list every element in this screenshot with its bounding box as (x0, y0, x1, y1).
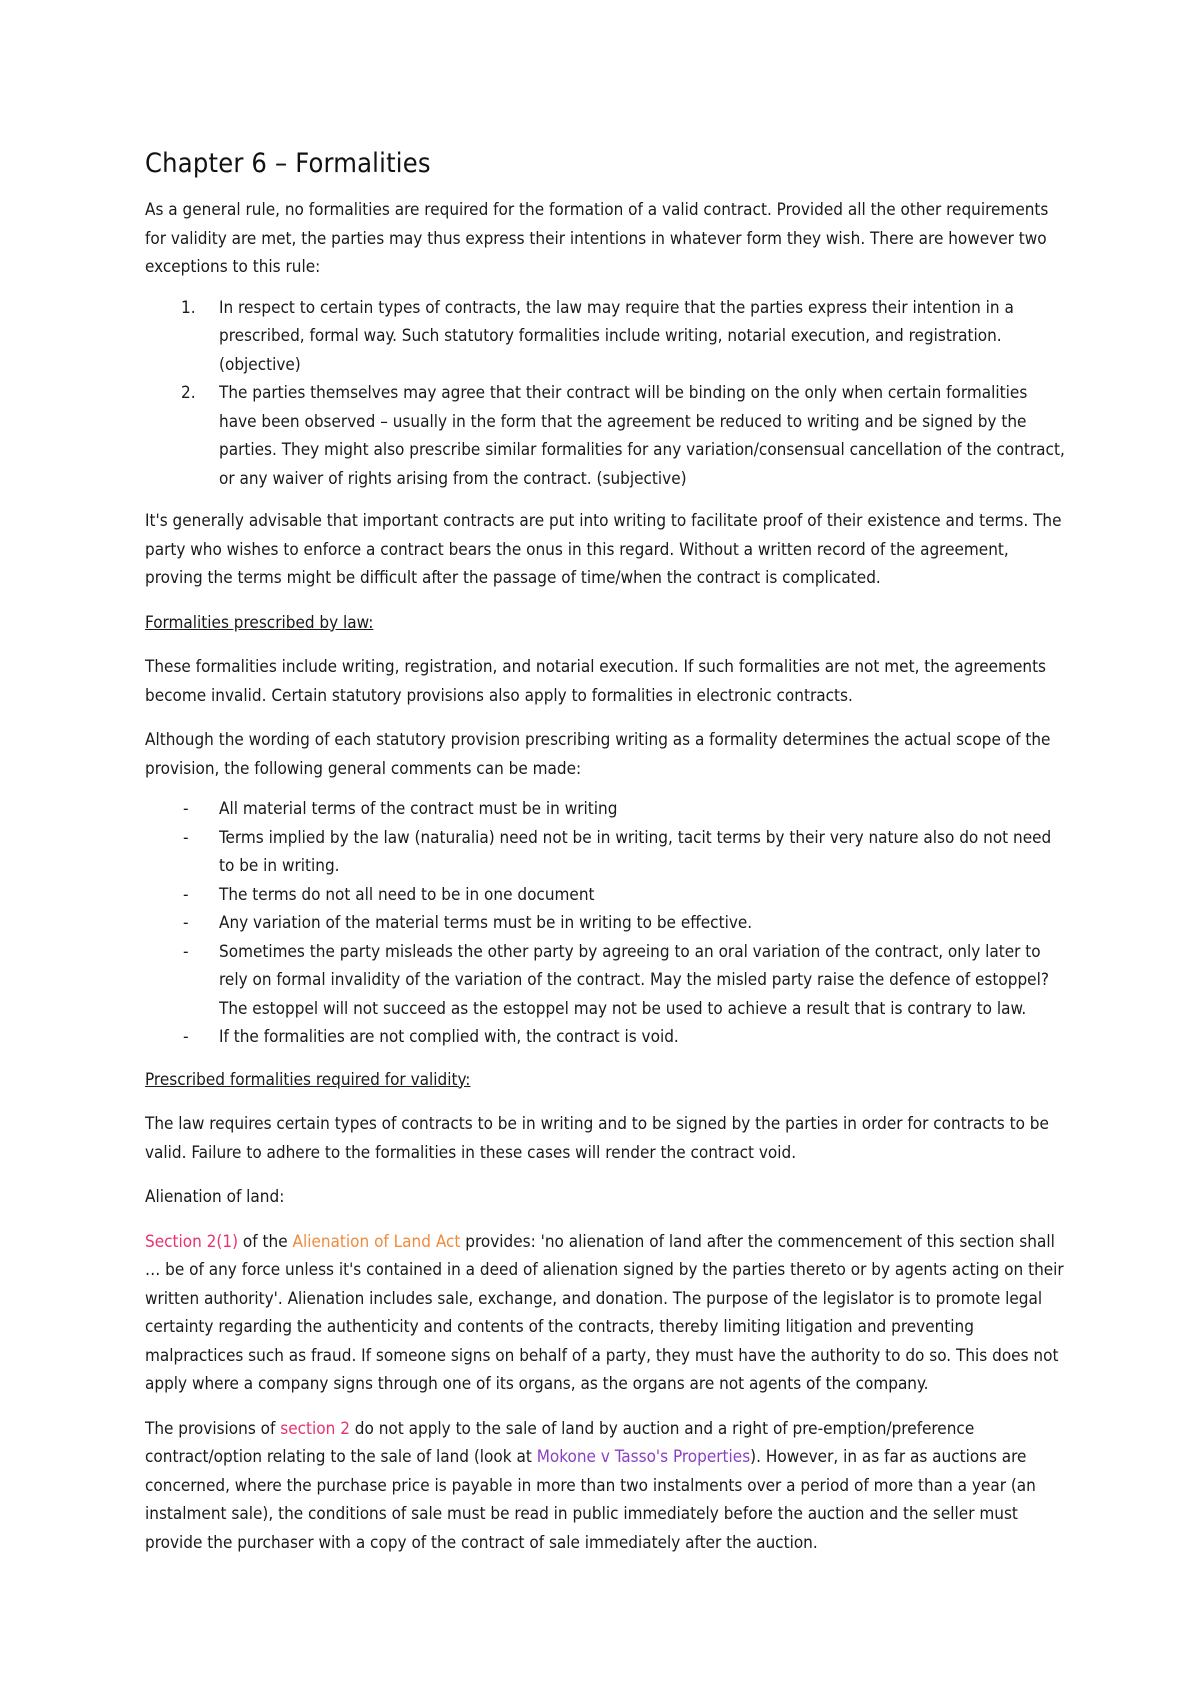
list-item (183, 938, 1066, 1024)
list-item-text: Terms implied by the law (naturalia) need not be in writing, tacit terms by their very nature also do not need to be in writing. (219, 827, 1052, 876)
dash-bullet: - (183, 799, 189, 819)
paragraph-text: provides: 'no alienation of land after the commencement of this section shall … be of any force unless it's contained in a deed of alienation signed by the parties thereto or by agents acting on their written authority'. Alienation includes sale, exchange, and donation. The purpose of the legislator is to promote legal certainty regarding the authenticity and contents of the contracts, thereby limiting litigation and preventing malpractices such as fraud. If someone signs on behalf of a party, they must have the authority to do so. This does not apply where a company signs through one of its organs, as the organs are not agents of the company. (145, 1231, 1064, 1394)
list-item-text: If the formalities are not complied with, the contract is void. (219, 1027, 679, 1047)
list-number: 2. (181, 383, 196, 403)
list-item-text: In respect to certain types of contracts, the law may require that the parties express their intention in a prescribed, formal way. Such statutory formalities include writing, notarial execution, and registration. (objective) (219, 297, 1014, 375)
section-2-1-paragraph (145, 1228, 1066, 1399)
dash-bullet: - (183, 1027, 189, 1047)
section-heading-validity: Prescribed formalities required for validity: (145, 1069, 471, 1090)
chapter-title: Chapter 6 – Formalities (145, 148, 431, 179)
list-item-text: The parties themselves may agree that their contract will be binding on the only when certain formalities have been observed – usually in the form that the agreement be reduced to writing and be signed by the parties. They might also prescribe similar formalities for any variation/consensual cancellation of the contract, or any waiver of rights arising from the contract. (subjective) (219, 383, 1065, 489)
provisions-paragraph (145, 1415, 1066, 1558)
list-item (183, 824, 1066, 881)
act-reference: Alienation of Land Act (292, 1231, 461, 1252)
wording-paragraph: Although the wording of each statutory provision prescribing writing as a formality determines the actual scope of the provision, the following general comments can be made: (145, 730, 1051, 779)
section-heading-law: Formalities prescribed by law: (145, 612, 374, 633)
list-item-text: The terms do not all need to be in one document (219, 884, 595, 905)
dash-bullet: - (183, 827, 189, 848)
list-number: 1. (181, 297, 196, 318)
list-item (183, 881, 1066, 910)
list-item (183, 909, 1066, 938)
list-item-text: All material terms of the contract must be in writing (219, 799, 618, 819)
law-paragraph: These formalities include writing, registration, and notarial execution. If such formalities are not met, the agreements become invalid. Certain statutory provisions also apply to formalities in electronic contracts. (145, 657, 1047, 706)
paragraph-text: The provisions of (145, 1418, 281, 1439)
list-item (181, 294, 1066, 380)
alienation-label: Alienation of land: (145, 1187, 285, 1207)
section-reference: section 2 (280, 1418, 350, 1439)
dash-bullet: - (183, 884, 189, 905)
paragraph-text: do not apply to the sale of land by auction and a right of pre-emption/preference contract/option relating to the sale of land (look at (145, 1418, 975, 1467)
validity-paragraph: The law requires certain types of contracts to be in writing and to be signed by the parties in order for contracts to be valid. Failure to adhere to the formalities in these cases will render the contract void. (145, 1114, 1049, 1163)
paragraph-text: of the (238, 1231, 293, 1252)
list-item (183, 795, 1066, 824)
advisable-paragraph: It's generally advisable that important contracts are put into writing to facilitate proof of their existence and terms. The party who wishes to enforce a contract bears the onus in this regard. Without a written record of the agreement, proving the terms might be difficult after the passage of time/when the contract is complicated. (145, 511, 1062, 588)
dash-bullet: - (183, 941, 189, 962)
exceptions-list (145, 294, 1066, 494)
list-item (181, 379, 1066, 493)
intro-paragraph: As a general rule, no formalities are required for the formation of a valid contract. Provided all the other requirements for validity are met, the parties may thus express their intentions in whatever form they wish. There are however two exceptions to this rule: (145, 200, 1049, 277)
list-item-text: Any variation of the material terms must be in writing to be effective. (219, 913, 753, 933)
case-reference: Mokone v Tasso's Properties (536, 1447, 751, 1467)
list-item-text: Sometimes the party misleads the other party by agreeing to an oral variation of the contract, only later to rely on formal invalidity of the variation of the contract. May the misled party raise the defence of estoppel? The estoppel will not succeed as the estoppel may not be used to achieve a result that is contrary to law. (219, 941, 1049, 1019)
comments-list (145, 795, 1066, 1052)
paragraph-text: ). However, in as far as auctions are concerned, where the purchase price is payable in more than two instalments over a period of more than a year (an instalment sale), the conditions of sale must be read in public immediately before the auction and the seller must provide the purchaser with a copy of the contract of sale immediately after the auction. (145, 1447, 1036, 1553)
section-reference: Section 2(1) (145, 1231, 239, 1252)
dash-bullet: - (183, 913, 189, 933)
list-item (183, 1023, 1066, 1052)
